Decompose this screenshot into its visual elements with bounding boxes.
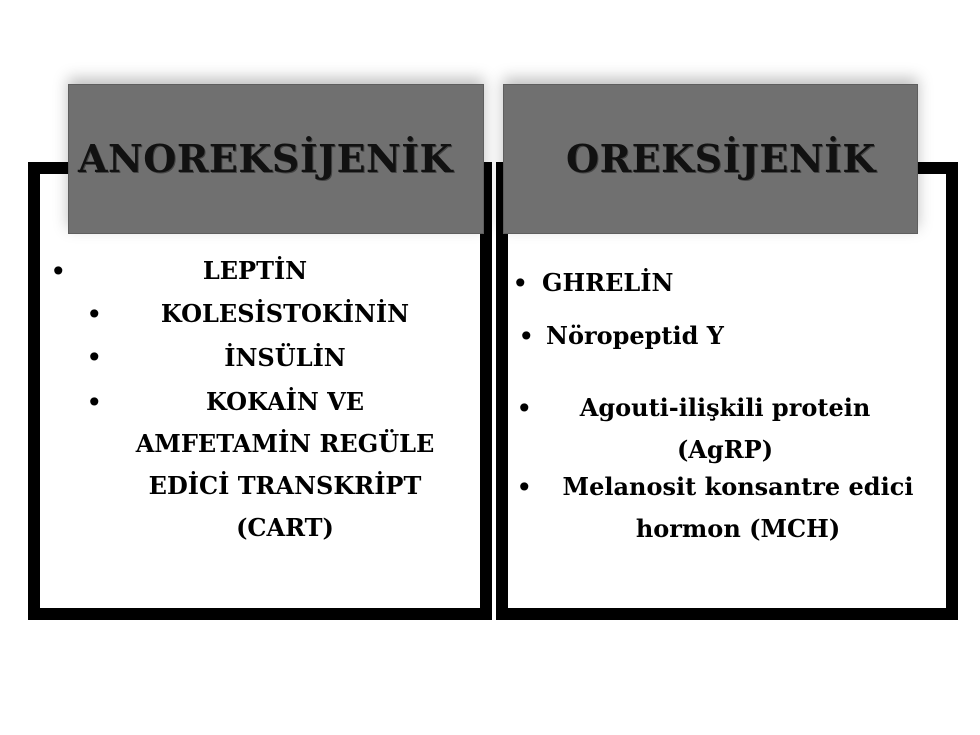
list-item-cart-3: EDİCİ TRANSKRİPT xyxy=(148,471,422,500)
anorexigenic-title: ANOREKSİJENİK xyxy=(78,136,454,181)
list-item-insulin: İNSÜLİN xyxy=(224,343,346,372)
list-item-ghrelin: GHRELİN xyxy=(542,268,674,297)
bullet-icon: • xyxy=(86,386,103,419)
bullet-icon: • xyxy=(512,267,529,300)
list-item-agrp-2: (AgRP) xyxy=(676,435,774,464)
list-item-agrp-1: Agouti-ilişkili protein xyxy=(579,393,871,422)
bullet-icon: • xyxy=(50,255,67,288)
bullet-icon: • xyxy=(516,471,533,504)
list-item-cart-2: AMFETAMİN REGÜLE xyxy=(135,429,435,458)
orexigenic-title: OREKSİJENİK xyxy=(566,136,876,181)
list-item-cart-4: (CART) xyxy=(236,513,334,542)
bullet-icon: • xyxy=(518,320,535,353)
bullet-icon: • xyxy=(86,298,103,331)
list-item-cck: KOLESİSTOKİNİN xyxy=(160,299,410,328)
bullet-icon: • xyxy=(86,341,103,374)
list-item-npy: Nöropeptid Y xyxy=(546,321,724,350)
list-item-cart-1: KOKAİN VE xyxy=(205,387,365,416)
list-item-mch-2: hormon (MCH) xyxy=(635,514,841,543)
list-item-mch-1: Melanosit konsantre edici xyxy=(562,472,914,501)
bullet-icon: • xyxy=(516,392,533,425)
list-item-leptin: LEPTİN xyxy=(202,256,308,285)
